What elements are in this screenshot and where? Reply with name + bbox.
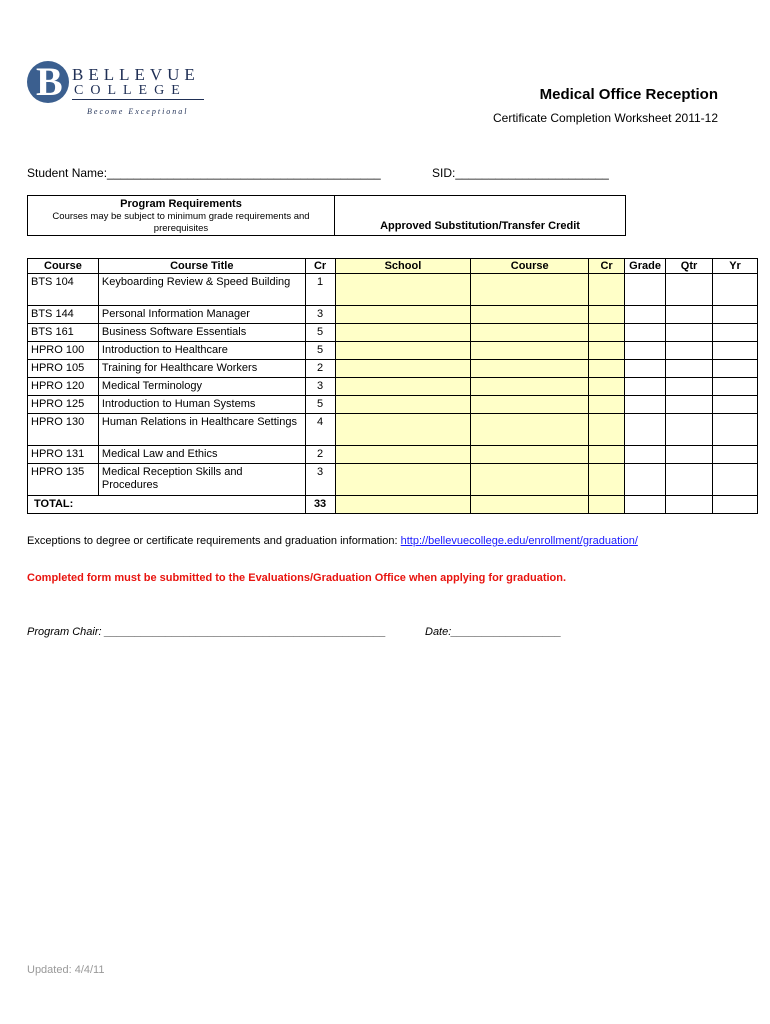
yr-cell[interactable] <box>713 446 758 464</box>
sub-cr-cell[interactable] <box>589 274 625 306</box>
col-header-grade: Grade <box>625 259 666 274</box>
yr-cell[interactable] <box>713 324 758 342</box>
course-credits: 4 <box>305 414 335 446</box>
qtr-cell[interactable] <box>666 446 713 464</box>
course-title: Keyboarding Review & Speed Building <box>98 274 305 306</box>
exceptions-label: Exceptions to degree or certificate requirements and graduation information: <box>27 535 398 547</box>
sub-school-cell[interactable] <box>335 378 471 396</box>
course-credits: 2 <box>305 446 335 464</box>
logo-college: COLLEGE <box>74 83 187 98</box>
course-code: HPRO 100 <box>28 342 99 360</box>
program-requirements-note: Courses may be subject to minimum grade requirements and prerequisites <box>52 211 310 234</box>
table-row <box>28 378 758 396</box>
approved-substitution-header: Approved Substitution/Transfer Credit <box>335 196 626 236</box>
table-row <box>28 360 758 378</box>
updated-date: Updated: 4/4/11 <box>27 964 105 976</box>
qtr-cell[interactable] <box>666 414 713 446</box>
sub-school-cell[interactable] <box>335 324 471 342</box>
course-code: BTS 161 <box>28 324 99 342</box>
grade-cell[interactable] <box>625 342 666 360</box>
logo-tagline: Become Exceptional <box>87 107 189 116</box>
col-header-cr: Cr <box>305 259 335 274</box>
submission-notice: Completed form must be submitted to the Evaluations/Graduation Office when applying for graduation. <box>27 572 567 584</box>
col-header-school: School <box>335 259 471 274</box>
course-code: HPRO 125 <box>28 396 99 414</box>
program-requirements-title: Program Requirements <box>120 198 242 210</box>
yr-cell[interactable] <box>713 360 758 378</box>
yr-cell[interactable] <box>713 342 758 360</box>
sub-course-cell[interactable] <box>471 446 589 464</box>
grade-cell[interactable] <box>625 306 666 324</box>
sub-school-cell[interactable] <box>335 360 471 378</box>
course-code: HPRO 120 <box>28 378 99 396</box>
course-code: HPRO 135 <box>28 464 99 496</box>
sub-course-cell[interactable] <box>471 342 589 360</box>
course-code: HPRO 131 <box>28 446 99 464</box>
total-row <box>28 496 758 514</box>
sub-cr-cell[interactable] <box>589 464 625 496</box>
sub-school-cell[interactable] <box>335 446 471 464</box>
sub-school-cell[interactable] <box>335 414 471 446</box>
sub-cr-cell[interactable] <box>589 360 625 378</box>
sub-course-cell[interactable] <box>471 324 589 342</box>
table-row <box>28 324 758 342</box>
sub-cr-cell[interactable] <box>589 496 625 514</box>
course-credits: 3 <box>305 378 335 396</box>
course-title: Introduction to Healthcare <box>98 342 305 360</box>
course-code: HPRO 130 <box>28 414 99 446</box>
program-requirements-header <box>28 196 335 236</box>
logo-letter: B <box>36 59 63 104</box>
table-row <box>28 274 758 306</box>
qtr-cell[interactable] <box>666 306 713 324</box>
sub-cr-cell[interactable] <box>589 414 625 446</box>
sub-school-cell[interactable] <box>335 496 471 514</box>
grade-cell[interactable] <box>625 414 666 446</box>
yr-cell[interactable] <box>713 274 758 306</box>
qtr-cell[interactable] <box>666 360 713 378</box>
table-row <box>28 306 758 324</box>
course-credits: 3 <box>305 464 335 496</box>
page-subtitle: Certificate Completion Worksheet 2011-12 <box>493 111 718 125</box>
qtr-cell[interactable] <box>666 324 713 342</box>
course-credits: 2 <box>305 360 335 378</box>
sub-school-cell[interactable] <box>335 274 471 306</box>
requirements-header-table <box>27 195 626 236</box>
grade-cell[interactable] <box>625 496 666 514</box>
table-row <box>28 396 758 414</box>
yr-cell[interactable] <box>713 464 758 496</box>
course-title: Business Software Essentials <box>98 324 305 342</box>
total-credits: 33 <box>305 496 335 514</box>
yr-cell[interactable] <box>713 306 758 324</box>
sub-school-cell[interactable] <box>335 306 471 324</box>
grade-cell[interactable] <box>625 446 666 464</box>
col-header-course-title: Course Title <box>98 259 305 274</box>
total-label: TOTAL: <box>28 496 306 514</box>
sub-cr-cell[interactable] <box>589 306 625 324</box>
course-title: Personal Information Manager <box>98 306 305 324</box>
table-row <box>28 446 758 464</box>
qtr-cell[interactable] <box>666 396 713 414</box>
graduation-link[interactable]: http://bellevuecollege.edu/enrollment/graduation/ <box>400 535 638 547</box>
sub-school-cell[interactable] <box>335 396 471 414</box>
table-row <box>28 342 758 360</box>
qtr-cell[interactable] <box>666 378 713 396</box>
course-credits: 5 <box>305 396 335 414</box>
sub-course-cell[interactable] <box>471 306 589 324</box>
table-row <box>28 414 758 446</box>
qtr-cell[interactable] <box>666 464 713 496</box>
col-header-course: Course <box>28 259 99 274</box>
course-title: Medical Terminology <box>98 378 305 396</box>
sub-course-cell[interactable] <box>471 378 589 396</box>
yr-cell[interactable] <box>713 396 758 414</box>
sub-course-cell[interactable] <box>471 464 589 496</box>
sub-cr-cell[interactable] <box>589 378 625 396</box>
course-title: Introduction to Human Systems <box>98 396 305 414</box>
program-chair-field[interactable]: Program Chair: ______________________________________________ <box>27 626 387 638</box>
course-code: BTS 104 <box>28 274 99 306</box>
course-title: Medical Law and Ethics <box>98 446 305 464</box>
qtr-cell[interactable] <box>666 342 713 360</box>
col-header-sub-cr: Cr <box>589 259 625 274</box>
grade-cell[interactable] <box>625 360 666 378</box>
col-header-qtr: Qtr <box>666 259 713 274</box>
sub-cr-cell[interactable] <box>589 324 625 342</box>
sub-course-cell[interactable] <box>471 274 589 306</box>
col-header-yr: Yr <box>713 259 758 274</box>
course-title: Training for Healthcare Workers <box>98 360 305 378</box>
date-field[interactable]: Date:__________________ <box>425 626 562 638</box>
sub-course-cell[interactable] <box>471 396 589 414</box>
course-credits: 3 <box>305 306 335 324</box>
grade-cell[interactable] <box>625 396 666 414</box>
sub-course-cell[interactable] <box>471 360 589 378</box>
course-credits: 5 <box>305 342 335 360</box>
logo-bellevue: BELLEVUE <box>72 65 200 84</box>
sub-school-cell[interactable] <box>335 342 471 360</box>
student-name-field[interactable]: Student Name:_________________________________________ <box>27 166 381 180</box>
yr-cell[interactable] <box>713 378 758 396</box>
sub-cr-cell[interactable] <box>589 446 625 464</box>
table-header-row <box>28 259 758 274</box>
sub-course-cell[interactable] <box>471 496 589 514</box>
table-row <box>28 464 758 496</box>
grade-cell[interactable] <box>625 324 666 342</box>
exceptions-text <box>27 535 638 547</box>
course-table <box>27 258 758 514</box>
sub-course-cell[interactable] <box>471 414 589 446</box>
yr-cell[interactable] <box>713 414 758 446</box>
grade-cell[interactable] <box>625 274 666 306</box>
yr-cell[interactable] <box>713 496 758 514</box>
sub-cr-cell[interactable] <box>589 342 625 360</box>
sub-school-cell[interactable] <box>335 464 471 496</box>
grade-cell[interactable] <box>625 464 666 496</box>
course-credits: 5 <box>305 324 335 342</box>
qtr-cell[interactable] <box>666 274 713 306</box>
page-title: Medical Office Reception <box>539 86 718 103</box>
course-code: HPRO 105 <box>28 360 99 378</box>
course-credits: 1 <box>305 274 335 306</box>
course-title: Medical Reception Skills and Procedures <box>98 464 305 496</box>
grade-cell[interactable] <box>625 378 666 396</box>
qtr-cell[interactable] <box>666 496 713 514</box>
course-title: Human Relations in Healthcare Settings <box>98 414 305 446</box>
course-code: BTS 144 <box>28 306 99 324</box>
logo-divider <box>72 99 204 100</box>
col-header-sub-course: Course <box>471 259 589 274</box>
sid-field[interactable]: SID:_______________________ <box>432 166 609 180</box>
sub-cr-cell[interactable] <box>589 396 625 414</box>
